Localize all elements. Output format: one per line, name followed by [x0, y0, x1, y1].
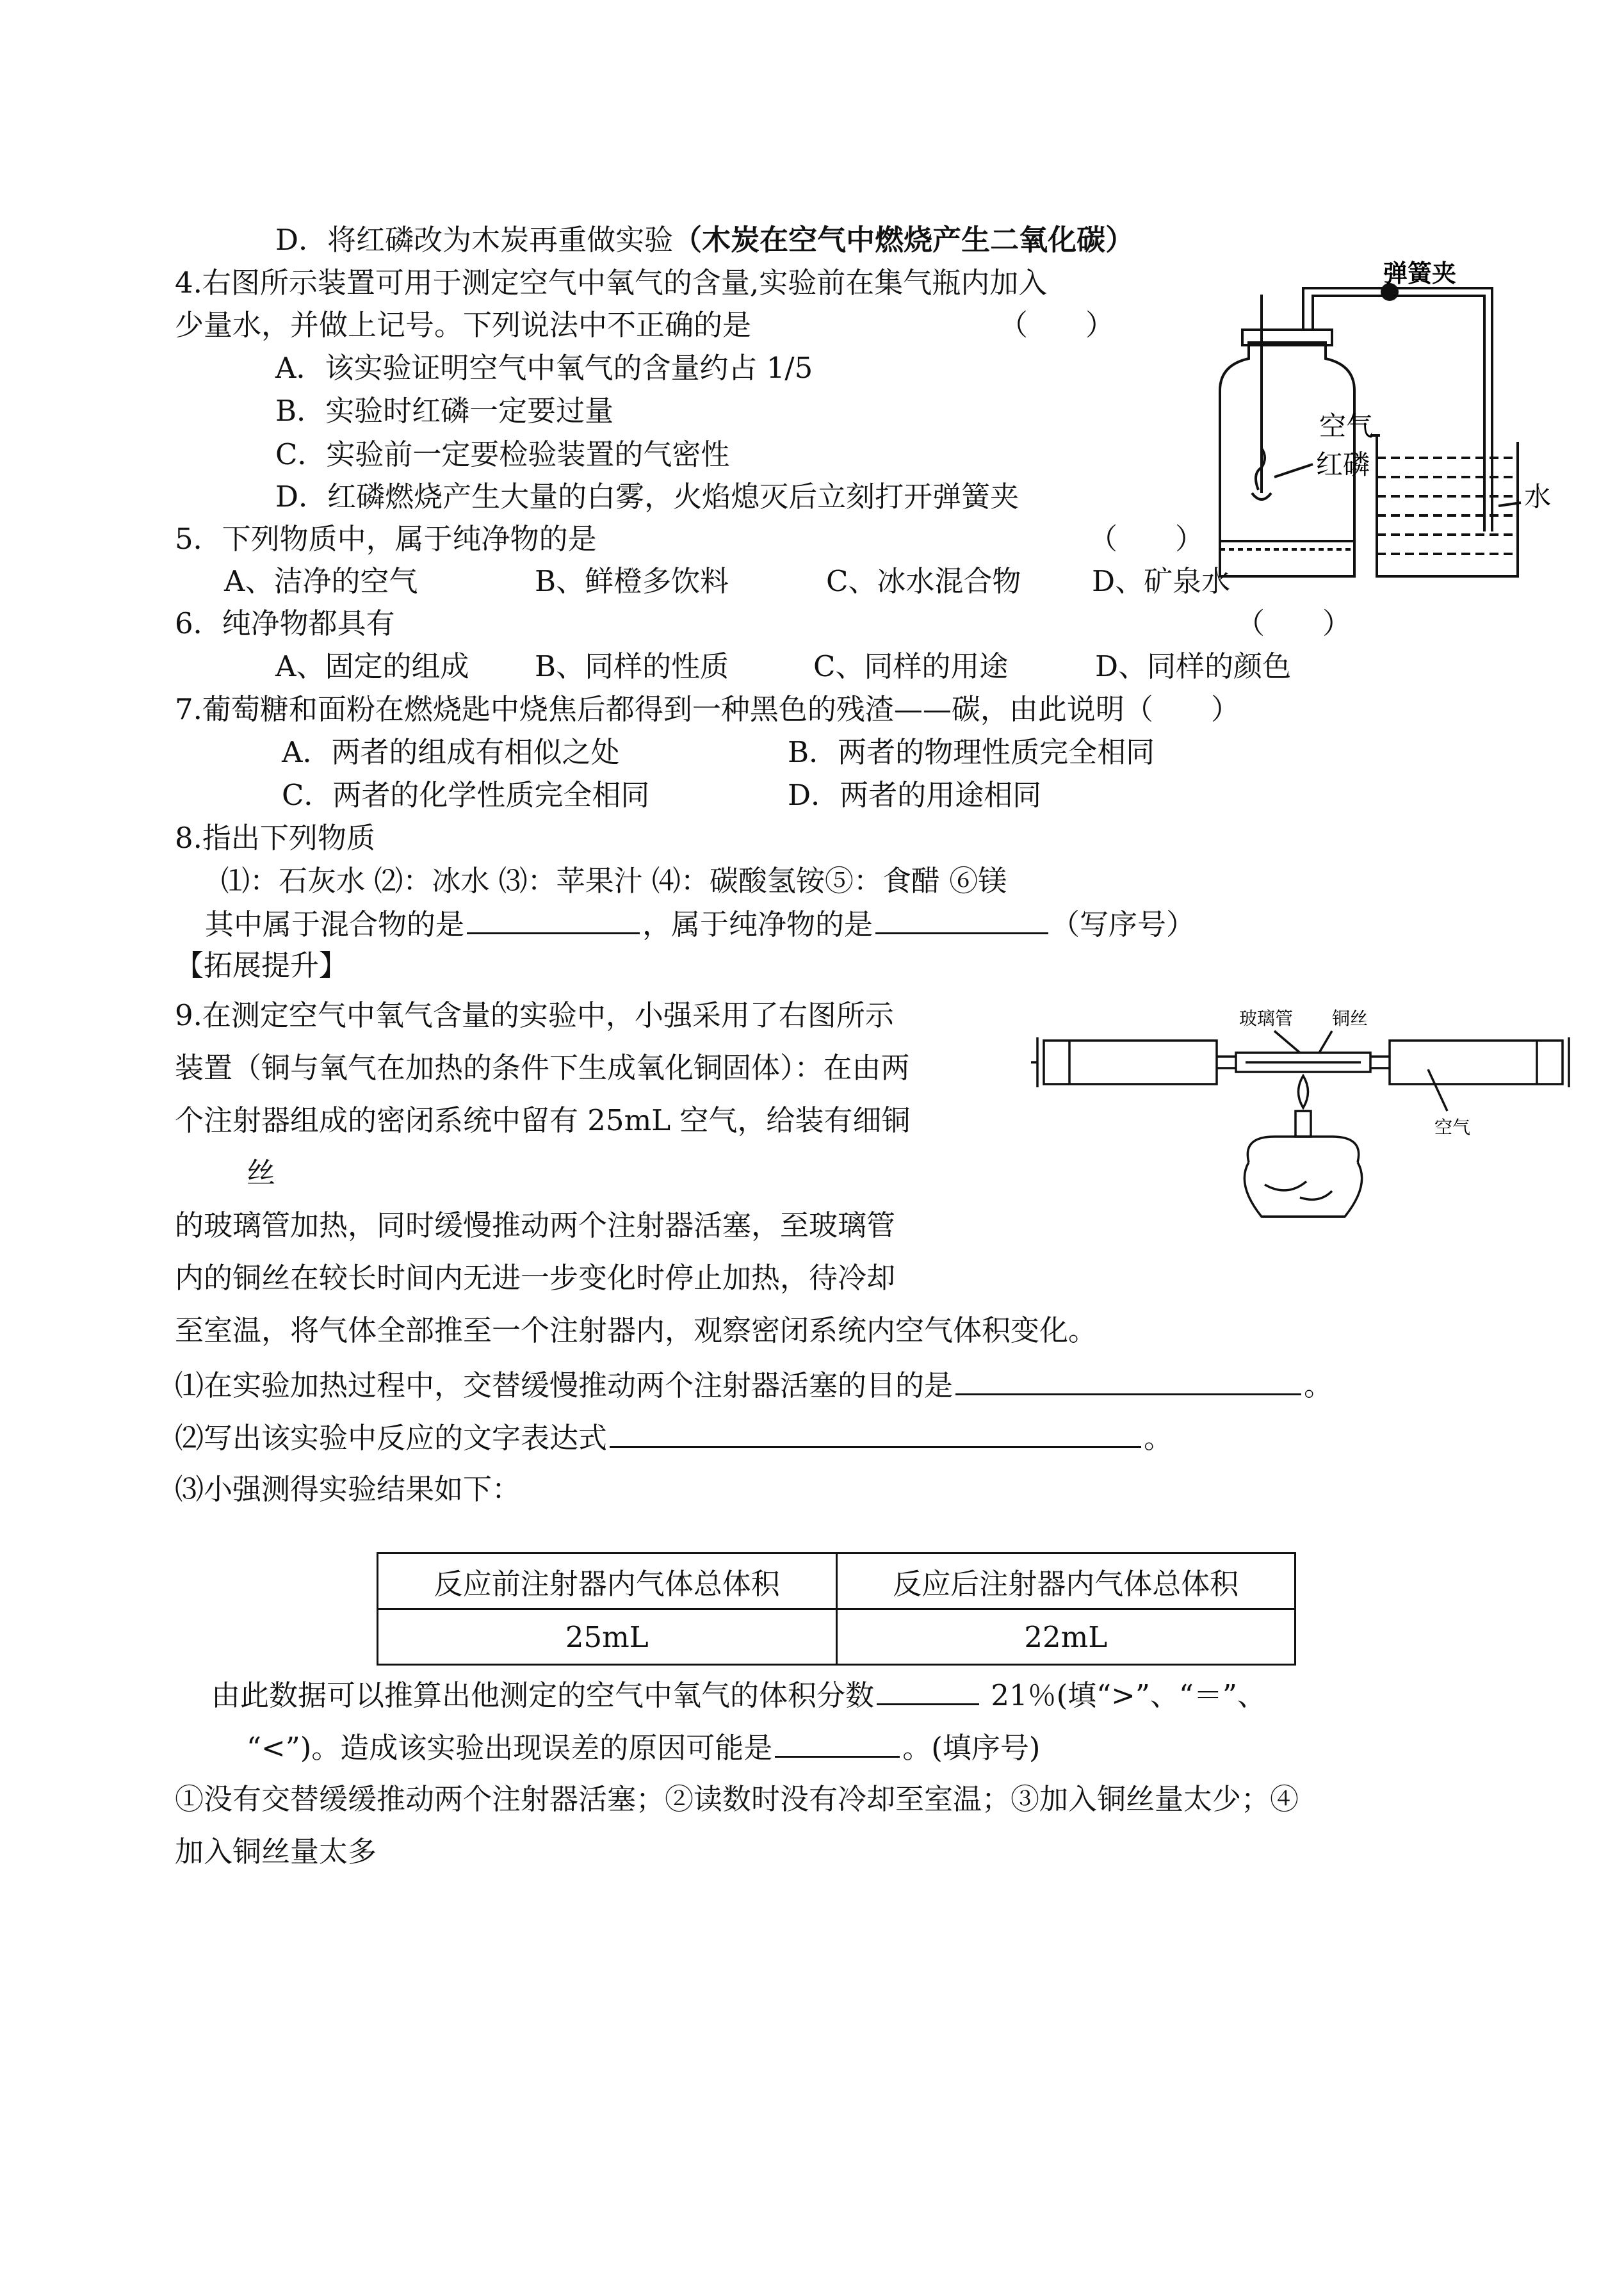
q9-reasons-line2: 加入铜丝量太多 — [175, 1835, 377, 1869]
q4-option-c: C．实验前一定要检验装置的气密性 — [275, 437, 730, 471]
q8-items: ⑴：石灰水 ⑵：冰水 ⑶：苹果汁 ⑷：碳酸氢铵⑤：食醋 ⑥镁 — [221, 864, 1007, 898]
q5-option-b: B、鲜橙多饮料 — [535, 564, 729, 598]
q4-option-a: A．该实验证明空气中氧气的含量约占 1/5 — [275, 351, 813, 385]
q9-result-table — [377, 1552, 1296, 1666]
q9-sub2 — [175, 1418, 1173, 1457]
q7-option-b: B．两者的物理性质完全相同 — [788, 735, 1155, 769]
q6-stem: 6．纯净物都具有 — [175, 606, 395, 640]
q9-line-2: 装置（铜与氧气在加热的条件下生成氧化铜固体）：在由两 — [175, 1051, 910, 1085]
q9-sub2-blank[interactable] — [610, 1418, 1141, 1448]
q6-option-c: C、同样的用途 — [813, 649, 1009, 683]
q5-option-c: C、冰水混合物 — [826, 564, 1021, 598]
q8-ask-mixture: 其中属于混合物的是 — [205, 907, 465, 941]
q3-option-d-note: （木炭在空气中燃烧产生二氧化碳） — [673, 223, 1135, 257]
q8-pure-blank[interactable] — [875, 904, 1048, 934]
q9-figure-tube-label: 玻璃管 — [1239, 1008, 1294, 1029]
q9-line-4: 丝 — [247, 1156, 276, 1190]
q4-figure-air-label: 空气 — [1319, 410, 1374, 442]
q9-infer-sign-hint: “<”)。造成该实验出现误差的原因可能是 — [247, 1731, 773, 1765]
q4-stem-line1: 4.右图所示装置可用于测定空气中氧气的含量,实验前在集气瓶内加入 — [175, 266, 1048, 300]
q8-ask-note: （写序号） — [1051, 907, 1196, 941]
q4-stem-line2: 少量水，并做上记号。下列说法中不正确的是 — [175, 308, 752, 342]
q7-option-c: C．两者的化学性质完全相同 — [282, 778, 650, 812]
q5-option-a: A、洁净的空气 — [224, 564, 418, 598]
q9-reasons-line1: ①没有交替缓缓推动两个注射器活塞；②读数时没有冷却至室温；③加入铜丝量太少；④ — [175, 1782, 1299, 1816]
q3-option-d-text: D．将红磷改为木炭再重做实验 — [275, 223, 674, 257]
q4-figure-clip-label: 弹簧夹 — [1383, 259, 1457, 288]
q4-answer-paren: （ ） — [999, 308, 1115, 342]
q9-infer-fill-hint: 21％(填“>”、“＝”、 — [991, 1678, 1266, 1712]
q9-sub2-text: ⑵写出该实验中反应的文字表达式 — [175, 1421, 608, 1455]
q9-infer-blank[interactable] — [877, 1675, 979, 1705]
q9-sub3: ⑶小强测得实验结果如下： — [175, 1472, 521, 1506]
q9-infer-text: 由此数据可以推算出他测定的空气中氧气的体积分数 — [211, 1678, 875, 1712]
q8-stem: 8.指出下列物质 — [175, 821, 375, 855]
q6-option-a: A、固定的组成 — [275, 649, 469, 683]
q9-sub1-blank[interactable] — [955, 1365, 1301, 1395]
q7-option-a: A．两者的组成有相似之处 — [282, 735, 620, 769]
section-heading: 【拓展提升】 — [175, 948, 348, 982]
q4-option-b: B．实验时红磷一定要过量 — [275, 394, 614, 428]
q9-line-5: 的玻璃管加热，同时缓慢推动两个注射器活塞，至玻璃管 — [175, 1208, 896, 1242]
q9-line-1: 9.在测定空气中氧气含量的实验中，小强采用了右图所示 — [175, 998, 894, 1032]
q4-option-d: D．红磷燃烧产生大量的白雾，火焰熄灭后立刻打开弹簧夹 — [275, 480, 1019, 514]
q9-apparatus-figure — [1031, 1005, 1575, 1249]
table-row — [378, 1553, 1295, 1609]
q7-stem: 7.葡萄糖和面粉在燃烧匙中烧焦后都得到一种黑色的残渣——碳，由此说明（ ） — [175, 692, 1240, 726]
q9-sub1-end: 。 — [1304, 1368, 1333, 1402]
q7-option-d: D．两者的用途相同 — [788, 778, 1042, 812]
table-header-before: 反应前注射器内气体总体积 — [378, 1553, 837, 1609]
q4-figure-phosphorus-label: 红磷 — [1316, 449, 1370, 480]
q9-figure-wire-label: 铜丝 — [1332, 1008, 1368, 1029]
q9-sub2-end: 。 — [1144, 1421, 1173, 1455]
q8-question — [205, 904, 1195, 944]
q4-apparatus-figure — [1198, 259, 1556, 583]
q8-mixture-blank[interactable] — [467, 904, 640, 934]
q9-infer-line2 — [247, 1728, 1040, 1767]
q9-line-7: 至室温，将气体全部推至一个注射器内，观察密闭系统内空气体积变化。 — [175, 1313, 1098, 1347]
q9-line-6: 内的铜丝在较长时间内无进一步变化时停止加热，待冷却 — [175, 1261, 896, 1295]
q8-ask-pure: ，属于纯净物的是 — [642, 907, 873, 941]
q9-sub1 — [175, 1365, 1333, 1405]
table-row — [378, 1609, 1295, 1665]
table-value-before: 25mL — [378, 1609, 837, 1665]
q9-figure-air-label: 空气 — [1434, 1117, 1471, 1138]
q5-stem: 5．下列物质中，属于纯净物的是 — [175, 522, 597, 556]
q9-reason-blank[interactable] — [775, 1728, 900, 1758]
q9-sub1-text: ⑴在实验加热过程中，交替缓慢推动两个注射器活塞的目的是 — [175, 1368, 954, 1402]
q9-line-3: 个注射器组成的密闭系统中留有 25mL 空气，给装有细铜 — [175, 1103, 911, 1137]
q3-option-d — [275, 221, 1134, 259]
table-value-after: 22mL — [836, 1609, 1295, 1665]
q9-infer-line1 — [211, 1675, 1266, 1715]
q5-option-d: D、矿泉水 — [1092, 564, 1231, 598]
q6-answer-paren: （ ） — [1236, 606, 1352, 640]
q6-option-d: D、同样的颜色 — [1095, 649, 1292, 683]
table-header-after: 反应后注射器内气体总体积 — [836, 1553, 1295, 1609]
q9-infer-note: 。(填序号) — [902, 1731, 1041, 1765]
q4-figure-water-label: 水 — [1524, 481, 1552, 512]
q5-answer-paren: （ ） — [1089, 522, 1205, 556]
q6-option-b: B、同样的性质 — [535, 649, 729, 683]
